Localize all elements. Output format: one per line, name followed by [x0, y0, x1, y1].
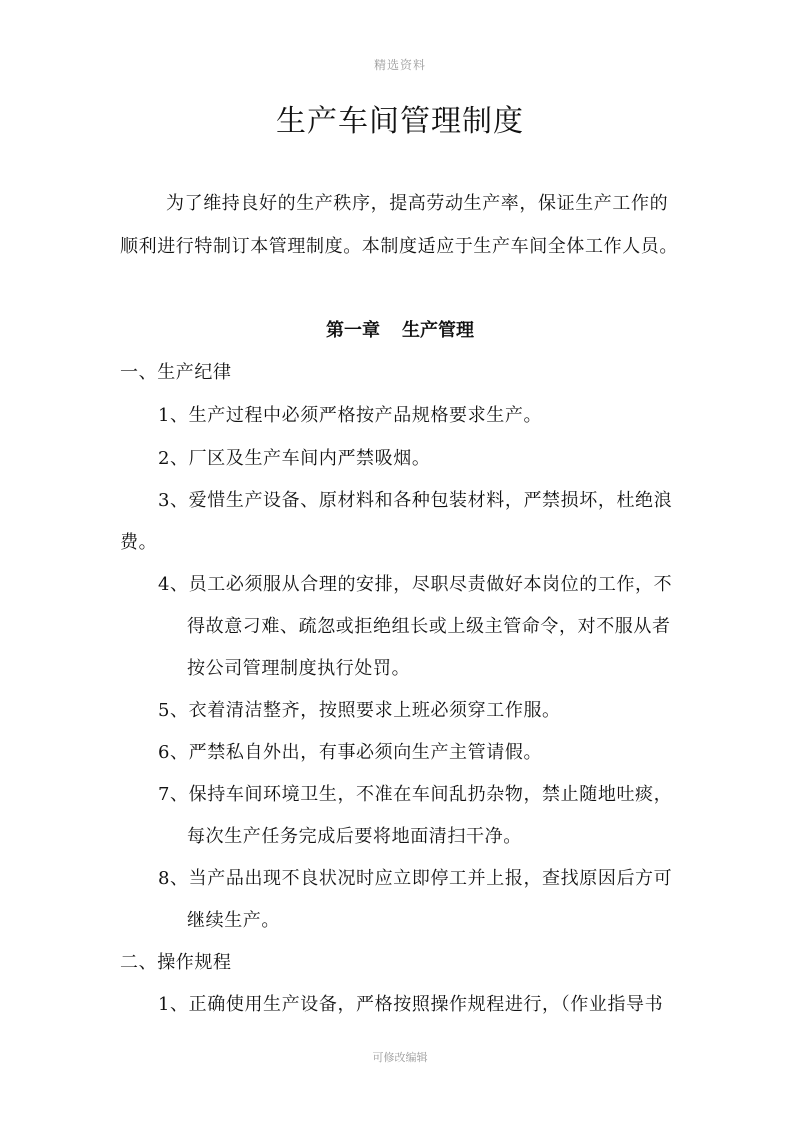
- section-heading: 一、生产纪律: [120, 362, 232, 383]
- page-footer: 可修改编辑: [372, 1051, 428, 1064]
- rule-line: 2、厂区及生产车间内严禁吸烟。: [158, 448, 431, 469]
- intro-line-1: 为了维持良好的生产秩序，提高劳动生产率，保证生产工作的: [166, 193, 669, 214]
- document-title: 生产车间管理制度: [276, 104, 524, 139]
- chapter-heading: [0, 316, 800, 342]
- rule-line: 继续生产。: [187, 910, 280, 931]
- rule-line: 按公司管理制度执行处罚。: [187, 658, 411, 679]
- rule-line: 8、当产品出现不良状况时应立即停工并上报，查找原因后方可: [158, 868, 673, 889]
- chapter-name: 生产管理: [402, 320, 474, 341]
- page-header: 精选资料: [373, 58, 426, 72]
- rule-line: 6、严禁私自外出，有事必须向生产主管请假。: [158, 742, 543, 763]
- intro-line-2: 顺利进行特制订本管理制度。本制度适应于生产车间全体工作人员。: [120, 236, 678, 257]
- rule-line: 费。: [120, 532, 158, 553]
- section-heading: 二、操作规程: [120, 952, 232, 973]
- rule-line: 每次生产任务完成后要将地面清扫干净。: [187, 826, 522, 847]
- rule-line: 1、生产过程中必须严格按产品规格要求生产。: [158, 405, 543, 426]
- rule-line: 1、正确使用生产设备，严格按照操作规程进行，（作业指导书: [158, 994, 664, 1015]
- rule-line: 4、员工必须服从合理的安排，尽职尽责做好本岗位的工作，不: [158, 574, 673, 595]
- chapter-number: 第一章: [326, 320, 380, 341]
- rule-line: 得故意刁难、疏忽或拒绝组长或上级主管命令，对不服从者: [187, 616, 671, 637]
- rule-line: 3、爱惜生产设备、原材料和各种包装材料，严禁损坏，杜绝浪: [158, 490, 673, 511]
- rule-line: 7、保持车间环境卫生，不准在车间乱扔杂物，禁止随地吐痰，: [158, 784, 673, 805]
- rule-line: 5、衣着清洁整齐，按照要求上班必须穿工作服。: [158, 700, 561, 721]
